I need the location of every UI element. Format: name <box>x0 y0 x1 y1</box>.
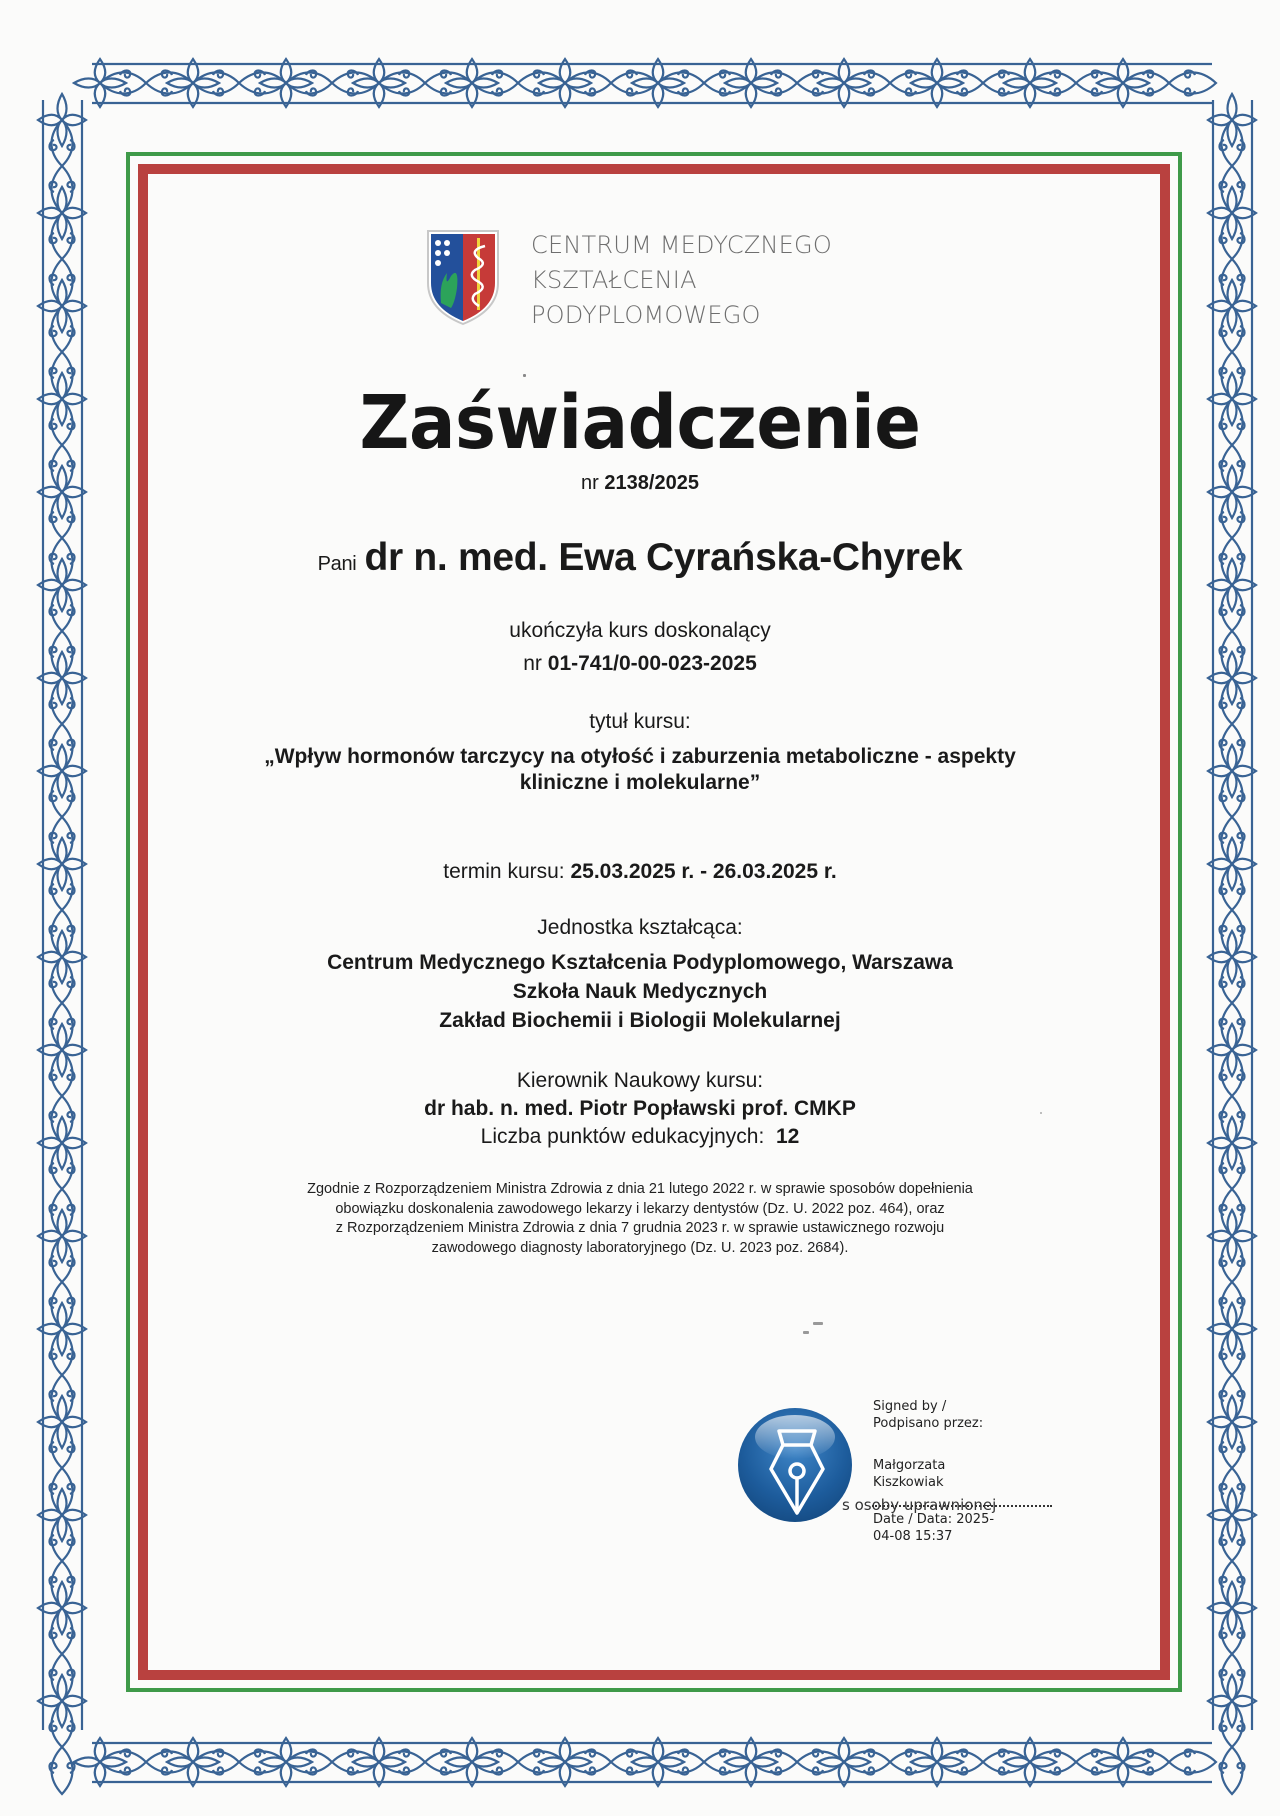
education-points <box>0 1125 1280 1149</box>
term-label: termin kursu: <box>443 860 565 883</box>
regulation-line: obowiązku doskonalenia zawodowego lekarzy i lekarzy dentystów (Dz. U. 2022 poz. 464), oraz <box>335 1200 945 1217</box>
recipient <box>0 536 1280 580</box>
points-value: 12 <box>775 1125 800 1148</box>
scan-speck <box>813 1322 823 1325</box>
fountain-pen-nib-icon <box>735 1405 855 1525</box>
regulation-line: z Rozporządzeniem Ministra Zdrowia z dnia 7 grudnia 2023 r. w sprawie ustawicznego rozwoju <box>335 1220 945 1236</box>
institution-name <box>531 228 832 333</box>
unit-line: Centrum Medycznego Kształcenia Podyplomowego, Warszawa <box>327 951 953 974</box>
course-title-line: kliniczne i molekularne” <box>519 771 761 794</box>
signed-by-label <box>873 1398 983 1432</box>
institution-line: KSZTAŁCENIA <box>531 266 697 294</box>
salutation: Pani <box>317 553 357 575</box>
unit-label: Jednostka kształcąca: <box>537 916 743 939</box>
signature-underlay-text: s osoby uprawnionej <box>842 1496 997 1514</box>
date-line: 04-08 15:37 <box>873 1529 953 1544</box>
institution-line: PODYPLOMOWEGO <box>531 301 761 329</box>
director-label: Kierownik Naukowy kursu: <box>516 1069 764 1092</box>
points-label: Liczba punktów edukacyjnych: <box>480 1125 765 1148</box>
institution-line: CENTRUM MEDYCZNEGO <box>531 231 832 259</box>
scan-speck <box>803 1331 809 1334</box>
signer-name <box>873 1457 945 1491</box>
term-value: 25.03.2025 r. - 26.03.2025 r. <box>570 860 837 883</box>
regulation-line: Zgodnie z Rozporządzeniem Ministra Zdrowia z dnia 21 lutego 2022 r. w sprawie sposobów dopełnienia <box>307 1181 973 1197</box>
course-term <box>0 860 1280 884</box>
director-name: dr hab. n. med. Piotr Popławski prof. CMKP <box>424 1097 856 1120</box>
signature-line <box>872 1505 1052 1507</box>
signed-by-line: Signed by / <box>873 1399 947 1414</box>
course-number-value: 01-741/0-00-023-2025 <box>547 652 757 675</box>
unit-line: Zakład Biochemii i Biologii Molekularnej <box>439 1009 841 1032</box>
signature-date <box>873 1511 994 1545</box>
number-prefix: nr <box>581 472 599 494</box>
certificate-number <box>0 472 1280 495</box>
unit-line: Szkoła Nauk Medycznych <box>512 980 768 1003</box>
scan-speck <box>523 374 526 377</box>
signed-by-line: Podpisano przez: <box>873 1416 984 1431</box>
date-line: Date / Data: 2025- <box>873 1512 995 1527</box>
regulation-line: zawodowego diagnosty laboratoryjnego (Dz. U. 2023 poz. 2684). <box>431 1239 849 1256</box>
signer-line: Małgorzata <box>873 1458 946 1473</box>
signer-line: Kiszkowiak <box>873 1475 944 1490</box>
document-title: Zaświadczenie <box>359 380 921 466</box>
shield-crest-icon <box>425 228 501 326</box>
course-number-prefix: nr <box>523 652 542 675</box>
course-number <box>0 652 1280 676</box>
completed-label: ukończyła kurs doskonalący <box>509 619 771 642</box>
regulation-note <box>0 1180 1280 1258</box>
recipient-name: dr n. med. Ewa Cyrańska-Chyrek <box>364 536 963 579</box>
course-title-label: tytuł kursu: <box>589 710 691 733</box>
number-value: 2138/2025 <box>604 472 699 494</box>
course-title-line: „Wpływ hormonów tarczycy na otyłość i zaburzenia metaboliczne - aspekty <box>264 745 1016 768</box>
